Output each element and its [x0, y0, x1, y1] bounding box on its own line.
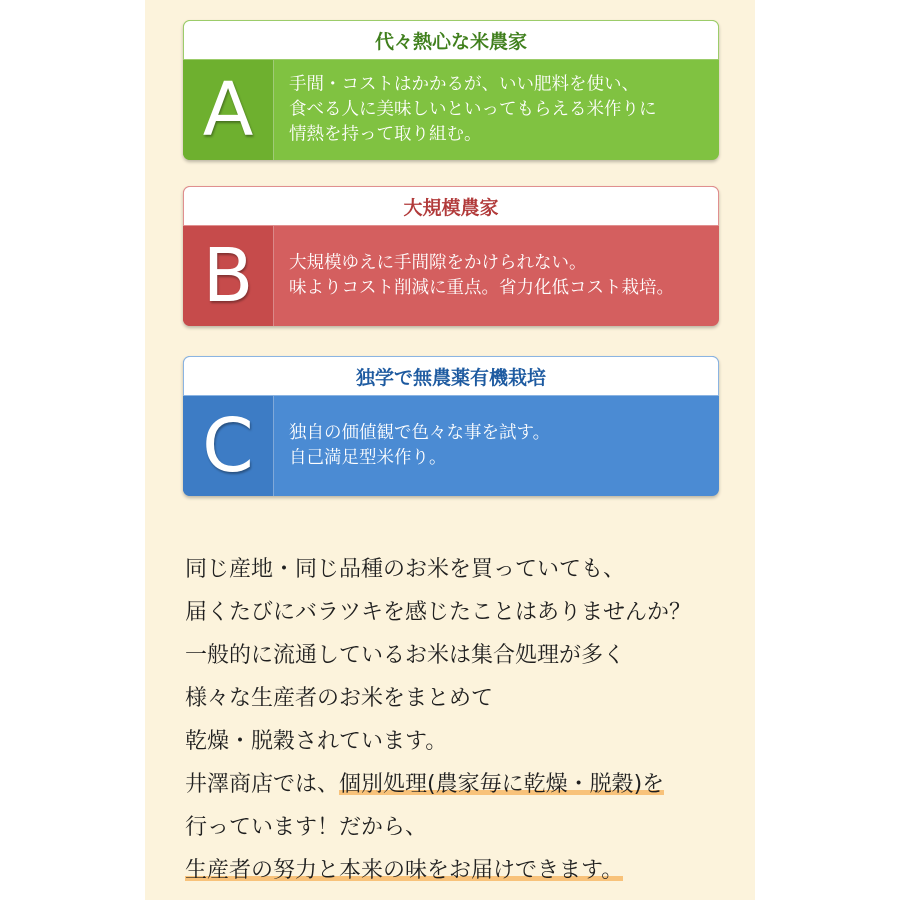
- card-c-line: 自己満足型米作り。: [289, 448, 447, 468]
- paragraph-line: 行っています！だから、: [185, 815, 428, 840]
- highlighted-text: 生産者の努力と本来の味をお届けできます。: [185, 858, 624, 883]
- card-b-description: [289, 251, 709, 301]
- paragraph-line: 同じ産地・同じ品種のお米を買っていても、: [185, 557, 626, 582]
- card-b-line: 味よりコスト削減に重点。省力化低コスト栽培。: [289, 278, 674, 298]
- card-a-body: [183, 60, 719, 160]
- card-a-line: 情熱を持って取り組む。: [289, 124, 482, 145]
- highlighted-text: 個別処理(農家毎に乾燥・脱穀)を: [339, 772, 665, 797]
- card-a: [183, 20, 719, 160]
- paragraph-text: 井澤商店では、: [185, 772, 340, 797]
- paragraph-line: 様々な生産者のお米をまとめて: [185, 686, 494, 711]
- card-c-title: 独学で無農薬有機栽培: [183, 356, 719, 396]
- card-c-letter-box: [183, 396, 274, 496]
- card-b-letter: B: [202, 233, 254, 319]
- paragraph-line: 一般的に流通しているお米は集合処理が多く: [185, 643, 626, 668]
- paragraph-line: [185, 763, 745, 806]
- card-c: [183, 356, 719, 496]
- card-c-line: 独自の価値観で色々な事を試す。: [289, 423, 551, 443]
- card-a-description: [289, 73, 709, 148]
- card-b: [183, 186, 719, 326]
- card-a-line: 手間・コストはかかるが、いい肥料を使い、: [289, 74, 639, 95]
- card-b-line: 大規模ゆえに手間隙をかけられない。: [289, 253, 587, 273]
- explanation-paragraph: [185, 548, 745, 892]
- card-c-description: [289, 421, 709, 471]
- paragraph-line: [185, 849, 745, 892]
- card-a-title: 代々熱心な米農家: [183, 20, 719, 60]
- card-a-line: 食べる人に美味しいといってもらえる米作りに: [289, 99, 657, 120]
- paragraph-line: 乾燥・脱穀されています。: [185, 729, 448, 754]
- paragraph-line: 届くたびにバラツキを感じたことはありませんか？: [185, 600, 692, 625]
- card-b-title: 大規模農家: [183, 186, 719, 226]
- card-a-letter: A: [202, 67, 254, 153]
- card-c-letter: C: [202, 403, 254, 489]
- card-b-body: [183, 226, 719, 326]
- card-b-letter-box: [183, 226, 274, 326]
- card-a-letter-box: [183, 60, 274, 160]
- card-c-body: [183, 396, 719, 496]
